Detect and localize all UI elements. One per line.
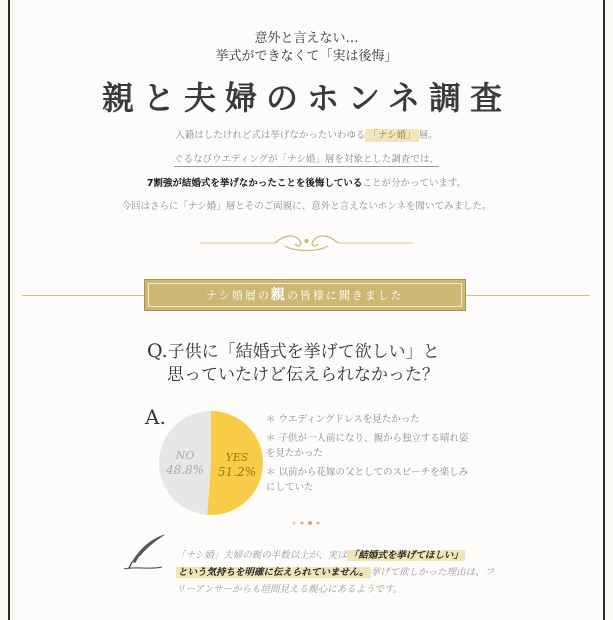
nashikon-highlight: 「ナシ婚」 <box>365 129 418 142</box>
answer-pie-chart <box>158 410 264 516</box>
reason-item: ＊ 子供が一人前になり、親から独立する晴れ姿を見たかった <box>266 433 469 459</box>
page-title: 親と夫婦のホンネ調査 <box>101 79 512 117</box>
lead-line-2: 挙式ができなくて「実は後悔」 <box>215 49 398 64</box>
question-line-1: 子供に「結婚式を挙げて欲しい」と <box>167 342 440 362</box>
intro-paragraph-3 <box>0 175 613 189</box>
band-line-left <box>22 295 144 296</box>
summary-plain: 「ナシ婚」夫婦の親の半数以上が、実は <box>176 550 347 561</box>
question-mark: Q. <box>147 340 168 362</box>
summary-text <box>176 547 496 598</box>
summary-marked-2: という気持ちを明確に伝えられていません。 <box>178 567 369 578</box>
intro-text: 層。 <box>418 130 438 141</box>
band-emphasis: 親 <box>270 287 287 303</box>
dots-divider-icon <box>290 519 324 527</box>
band-text: ナシ婚層の <box>206 289 271 302</box>
band-text: の皆様に聞きました <box>286 289 404 302</box>
pie-label-no: NO <box>175 449 195 463</box>
question <box>147 340 440 387</box>
intro-paragraph-4: 今回はさらに「ナシ婚」層とそのご両親に、意外と言えないホンネを聞いてみました。 <box>121 201 492 212</box>
pie-value-yes: 51.2% <box>217 464 257 479</box>
section-band <box>144 279 466 311</box>
intro-paragraph-1 <box>0 127 613 141</box>
reason-item: ＊ 以前から花嫁の父としてのスピーチを楽しみにしていた <box>266 467 469 493</box>
intro-text: 入籍はしたけれど式は挙げなかったいわゆる <box>175 130 366 141</box>
pie-label-yes: YES <box>225 450 249 464</box>
reason-item: ＊ ウエディングドレスを見たかった <box>266 414 420 425</box>
ornament-divider-icon <box>200 232 413 254</box>
lead-line-1: 意外と言えない… <box>254 31 359 46</box>
survey-underlined-text: ぐるなびウエディングが「ナシ婚」層を対象とした調査では、 <box>174 154 439 165</box>
band-line-right <box>466 295 590 296</box>
regret-bold-text: 7割強が結婚式を挙げなかったことを後悔している <box>146 178 363 189</box>
answer-mark: A. <box>145 405 166 429</box>
reason-list <box>266 412 476 499</box>
question-line-2: 思っていたけど伝えられなかった？ <box>167 365 439 385</box>
summary-plain: 挙げて欲しかった理由は、フリーアンサーからも垣間見える親心にあるようです。 <box>176 567 495 595</box>
pie-value-no: 48.8% <box>165 463 205 478</box>
intro-text: ことが分かっています。 <box>362 178 467 189</box>
quill-pen-icon <box>122 532 170 572</box>
intro-paragraph-2 <box>0 151 613 165</box>
summary-marked-1: 「結婚式を挙げてほしい」 <box>348 550 463 561</box>
